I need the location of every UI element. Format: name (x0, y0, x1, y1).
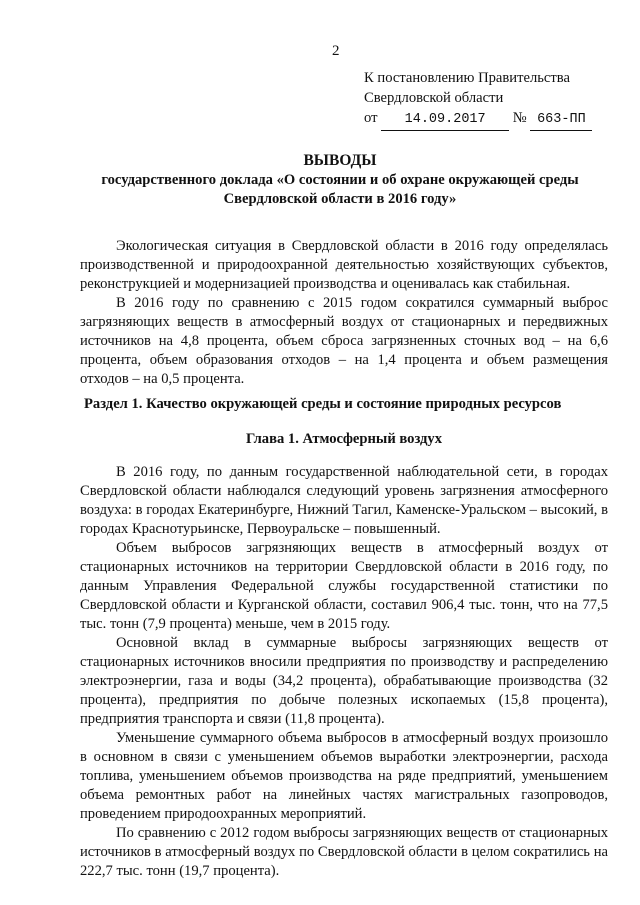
date-prefix: от (364, 110, 378, 126)
chapter-paragraph: Основной вклад в суммарные выбросы загрязняющих веществ от стационарных источников вносили предприятия по производству и распределению электроэнергии, газа и воды (34,2 процента), обрабатывающие производства (32 процента), предприятия по добыче полезных ископаемых (15,8 процента), предприятия транспорта и связи (11,8 процента). (80, 635, 608, 727)
number-prefix: № (512, 110, 527, 126)
intro-text (80, 237, 608, 389)
chapter-heading: Глава 1. Атмосферный воздух (245, 431, 443, 447)
document-number: 663-ПП (530, 110, 592, 131)
attachment-line-1: К постановлению Правительства (364, 70, 570, 86)
chapter-paragraph: По сравнению с 2012 годом выбросы загрязняющих веществ от стационарных источников в атмосферный воздух по Свердловской области в целом сократились на 222,7 тыс. тонн (19,7 процента). (80, 825, 608, 879)
intro-paragraph: Экологическая ситуация в Свердловской области в 2016 году определялась производственной и природоохранной деятельностью хозяйствующих субъектов, реконструкцией и модернизацией производства и оценивалась как стабильная. (80, 238, 608, 292)
document-date: 14.09.2017 (381, 110, 509, 131)
document-subtitle-line-1: государственного доклада «О состоянии и об охране окружающей среды (101, 172, 579, 188)
section-heading: Раздел 1. Качество окружающей среды и состояние природных ресурсов (84, 396, 562, 412)
attachment-line-2: Свердловской области (364, 90, 504, 106)
intro-paragraph: В 2016 году по сравнению с 2015 годом сократился суммарный выброс загрязняющих веществ в атмосферный воздух от стационарных и передвижных источников на 4,8 процента, объем сброса загрязненных сточных вод – на 6,6 процента, объем образования отходов – на 1,4 процента и объем размещения отходов – на 0,5 процента. (80, 295, 608, 387)
document-subtitle-line-2: Свердловской области в 2016 году» (223, 191, 457, 207)
chapter-text (80, 463, 608, 881)
chapter-paragraph: Объем выбросов загрязняющих веществ в атмосферный воздух от стационарных источников на территории Свердловской области в 2016 году, по данным Управления Федеральной службы государственной статистики по Свердловской области и Курганской области, составил 906,4 тыс. тонн, что на 77,5 тыс. тонн (7,9 процента) меньше, чем в 2015 году. (80, 540, 608, 632)
chapter-paragraph: Уменьшение суммарного объема выбросов в атмосферный воздух произошло в основном в связи с уменьшением объемов выработки электроэнергии, расхода топлива, уменьшением объемов производства на ряде предприятий, уменьшением объема ремонтных работ на линейных частях магистральных газопроводов, проведением природоохранных мероприятий. (80, 730, 608, 822)
page-number: 2 (332, 43, 340, 59)
attachment-date-row (364, 108, 592, 131)
attachment-block (364, 68, 592, 131)
document-title: ВЫВОДЫ (303, 152, 377, 169)
chapter-paragraph: В 2016 году, по данным государственной наблюдательной сети, в городах Свердловской области наблюдался следующий уровень загрязнения атмосферного воздуха: в городах Екатеринбурге, Нижний Тагил, Каменске-Уральском – высокий, в городах Краснотурьинске, Первоуральске – повышенный. (80, 464, 608, 537)
